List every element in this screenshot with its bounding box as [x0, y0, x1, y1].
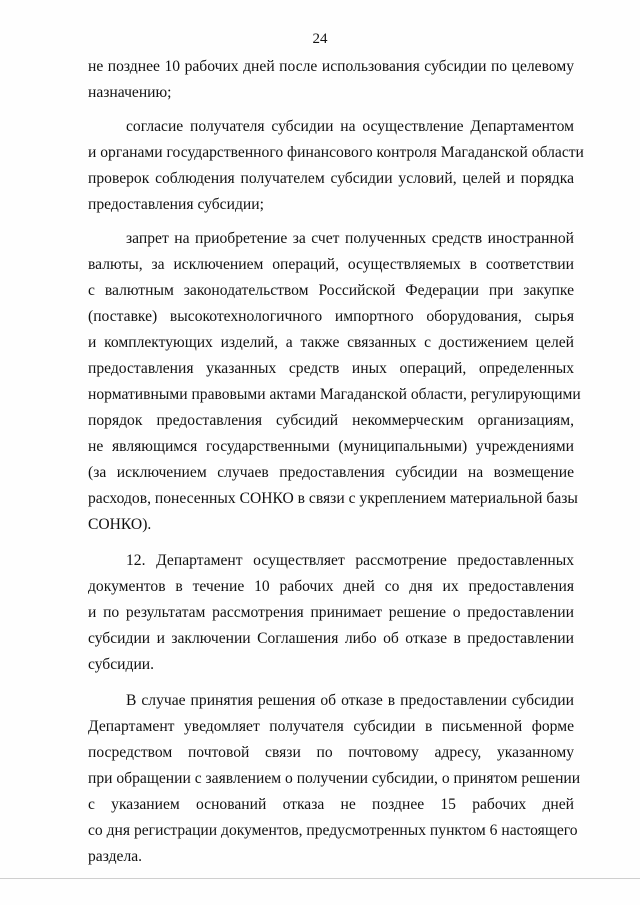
- paragraph: [88, 548, 574, 678]
- text-line: субсидии.: [88, 656, 155, 673]
- text-line: расходов, понесенных СОНКО в связи с укреплением материальной базы: [88, 490, 578, 507]
- text-line: не позднее 10 рабочих дней после использования субсидии по целевому: [88, 58, 574, 75]
- text-line: валюты, за исключением операций, осуществляемых в соответствии: [88, 256, 574, 273]
- text-line: не являющимся государственными (муниципальными) учреждениями: [88, 438, 574, 455]
- text-line: 12. Департамент осуществляет рассмотрение предоставленных: [126, 552, 574, 569]
- text-line: посредством почтовой связи по почтовому адресу, указанному: [88, 744, 574, 761]
- text-line: с валютным законодательством Российской Федерации при закупке: [88, 282, 574, 299]
- text-line: назначению;: [88, 84, 172, 101]
- text-line: со дня регистрации документов, предусмотренных пунктом 6 настоящего: [88, 822, 578, 839]
- text-line: согласие получателя субсидии на осуществление Департаментом: [126, 118, 574, 135]
- text-line: раздела.: [88, 848, 143, 865]
- text-line: СОНКО).: [88, 516, 152, 533]
- paragraph: [88, 688, 581, 870]
- text-line: документов в течение 10 рабочих дней со дня их предоставления: [88, 578, 574, 595]
- text-line: запрет на приобретение за счет полученных средств иностранной: [126, 230, 574, 247]
- scan-edge-line: [0, 878, 640, 879]
- text-line: субсидии и заключении Соглашения либо об отказе в предоставлении: [88, 630, 574, 647]
- paragraph: [88, 114, 584, 218]
- text-line: порядок предоставления субсидий некоммерческим организациям,: [88, 412, 574, 429]
- text-line: при обращении с заявлением о получении субсидии, о принятом решении: [88, 770, 581, 787]
- text-line: (за исключением случаев предоставления субсидии на возмещение: [88, 464, 574, 481]
- paragraph: [88, 226, 581, 538]
- text-line: предоставления указанных средств иных операций, определенных: [88, 360, 574, 377]
- document-body: [88, 54, 584, 870]
- text-line: Департамент уведомляет получателя субсидии в письменной форме: [88, 718, 574, 735]
- text-line: и органами государственного финансового контроля Магаданской области: [88, 144, 584, 161]
- text-line: с указанием оснований отказа не позднее 15 рабочих дней: [88, 796, 574, 813]
- page-number: 24: [312, 31, 328, 47]
- paragraph: [88, 54, 574, 106]
- text-line: нормативными правовыми актами Магаданской области, регулирующими: [88, 386, 581, 403]
- text-line: и по результатам рассмотрения принимает решение о предоставлении: [88, 604, 574, 621]
- text-line: предоставления субсидии;: [88, 196, 264, 213]
- text-line: В случае принятия решения об отказе в предоставлении субсидии: [126, 692, 574, 709]
- text-line: проверок соблюдения получателем субсидии условий, целей и порядка: [88, 170, 574, 187]
- text-line: (поставке) высокотехнологичного импортного оборудования, сырья: [88, 308, 574, 325]
- text-line: и комплектующих изделий, а также связанных с достижением целей: [88, 334, 574, 351]
